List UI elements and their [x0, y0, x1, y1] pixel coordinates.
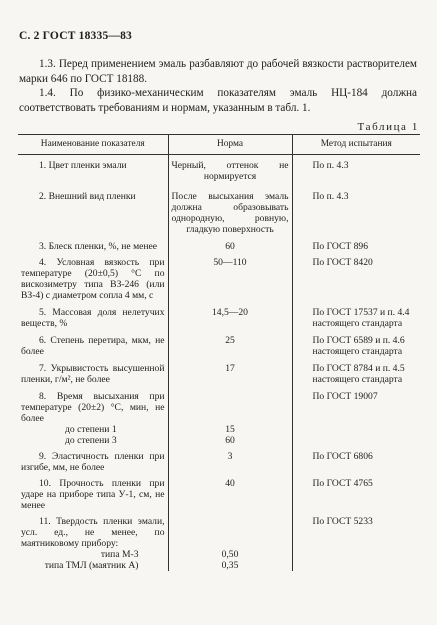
parameters-table [18, 134, 420, 571]
test-method: По ГОСТ 896 [312, 241, 369, 252]
column-header-method: Метод испытания [292, 135, 420, 155]
test-method: По ГОСТ 8784 и п. 4.5 настоящего стандарта [312, 363, 405, 385]
parameter-name-text: 5. Массовая доля нелетучих веществ, % [21, 307, 165, 329]
norm-value: 50—110 [168, 257, 292, 301]
parameter-name [18, 307, 168, 329]
norm-value: 60 [168, 241, 292, 252]
test-method: По ГОСТ 5233 [312, 516, 373, 527]
parameter-name [18, 478, 168, 511]
table-row [18, 478, 420, 511]
parameter-name [18, 451, 168, 473]
norm-value: 14,5—20 [168, 307, 292, 329]
parameter-name-text: 4. Условная вязкость при температуре (20±0,5) °С по вискозиметру типа ВЗ-246 (или ВЗ-4) с диаметром сопла 4 мм, с [21, 257, 165, 301]
norm-spacer [172, 391, 289, 424]
norm-value: 17 [168, 363, 292, 385]
page-header: С. 2 ГОСТ 18335—83 [19, 30, 132, 42]
sub-norm-value: 0,50 [221, 549, 239, 560]
parameter-name [18, 363, 168, 385]
norm-spacer [172, 516, 289, 549]
norm-value: 40 [168, 478, 292, 511]
paragraph-1-3: 1.3. Перед применением эмаль разбавляют до рабочей вязкости растворителем марки 646 по ГОСТ 18188. [19, 58, 417, 85]
test-method: По ГОСТ 17537 и п. 4.4 настоящего стандарта [312, 307, 410, 329]
sub-norm-value: 60 [225, 435, 235, 446]
sub-parameter-label: до степени 3 [65, 435, 117, 446]
table-row [18, 335, 420, 357]
norm-value [168, 391, 292, 446]
table-caption: Таблица 1 [357, 121, 419, 133]
parameter-name [18, 257, 168, 301]
sub-parameter-label: типа М-3 [100, 549, 139, 560]
norm-value [168, 516, 292, 571]
test-method: По ГОСТ 8420 [312, 257, 373, 268]
test-method: По п. 4.3 [312, 191, 349, 202]
norm-value: 3 [168, 451, 292, 473]
test-method: По ГОСТ 19007 [312, 391, 378, 402]
parameter-name-text: 10. Прочность пленки при ударе на приборе типа У-1, см, не менее [21, 478, 165, 511]
table-row [18, 160, 420, 182]
parameter-name-text: 11. Твердость пленки эмали, усл. ед., не менее, по маятниковому прибору: [21, 516, 165, 549]
parameter-name [18, 241, 168, 252]
table-row [18, 191, 420, 235]
table-row [18, 451, 420, 473]
parameter-name-text: 3. Блеск пленки, %, не менее [39, 241, 158, 252]
test-method: По ГОСТ 6589 и п. 4.6 настоящего стандарта [312, 335, 405, 357]
parameter-name [18, 516, 168, 571]
parameter-name-text: 2. Внешний вид пленки [39, 191, 136, 202]
table-row [18, 516, 420, 571]
sub-norm-value: 0,35 [221, 560, 239, 571]
table-row [18, 363, 420, 385]
test-method: По ГОСТ 4765 [312, 478, 373, 489]
sub-norm-value: 15 [225, 424, 235, 435]
column-header-name: Наименование показателя [18, 135, 168, 155]
test-method: По п. 4.3 [312, 160, 349, 171]
table-row [18, 257, 420, 301]
norm-value: 25 [168, 335, 292, 357]
norm-value: Черный, оттенок не нормируется [168, 160, 292, 182]
sub-parameter-label: типа ТМЛ (маятник А) [44, 560, 139, 571]
parameter-name-text: 7. Укрывистость высушенной пленки, г/м², не более [21, 363, 165, 385]
table-row [18, 241, 420, 252]
paragraph-1-4: 1.4. По физико-механическим показателям эмаль НЦ-184 должна соответствовать требованиям и нормам, указанным в табл. 1. [19, 87, 417, 114]
table-row [18, 391, 420, 446]
parameter-name-text: 9. Эластичность пленки при изгибе, мм, не более [21, 451, 165, 473]
table-header-row [18, 135, 420, 155]
parameter-name-text: 1. Цвет пленки эмали [39, 160, 127, 171]
parameter-name [18, 335, 168, 357]
sub-parameter-label: до степени 1 [65, 424, 117, 435]
norm-value: После высыхания эмаль должна образовывать однородную, ровную, гладкую поверхность [168, 191, 292, 235]
test-method: По ГОСТ 6806 [312, 451, 373, 462]
parameter-name [18, 391, 168, 446]
parameter-name [18, 191, 168, 235]
column-header-norm: Норма [168, 135, 292, 155]
table-row [18, 307, 420, 329]
parameter-name-text: 6. Степень перетира, мкм, не более [21, 335, 165, 357]
row-spacer [18, 182, 420, 191]
parameter-name [18, 160, 168, 182]
parameter-name-text: 8. Время высыхания при температуре (20±2) °С, мин, не более [21, 391, 165, 424]
